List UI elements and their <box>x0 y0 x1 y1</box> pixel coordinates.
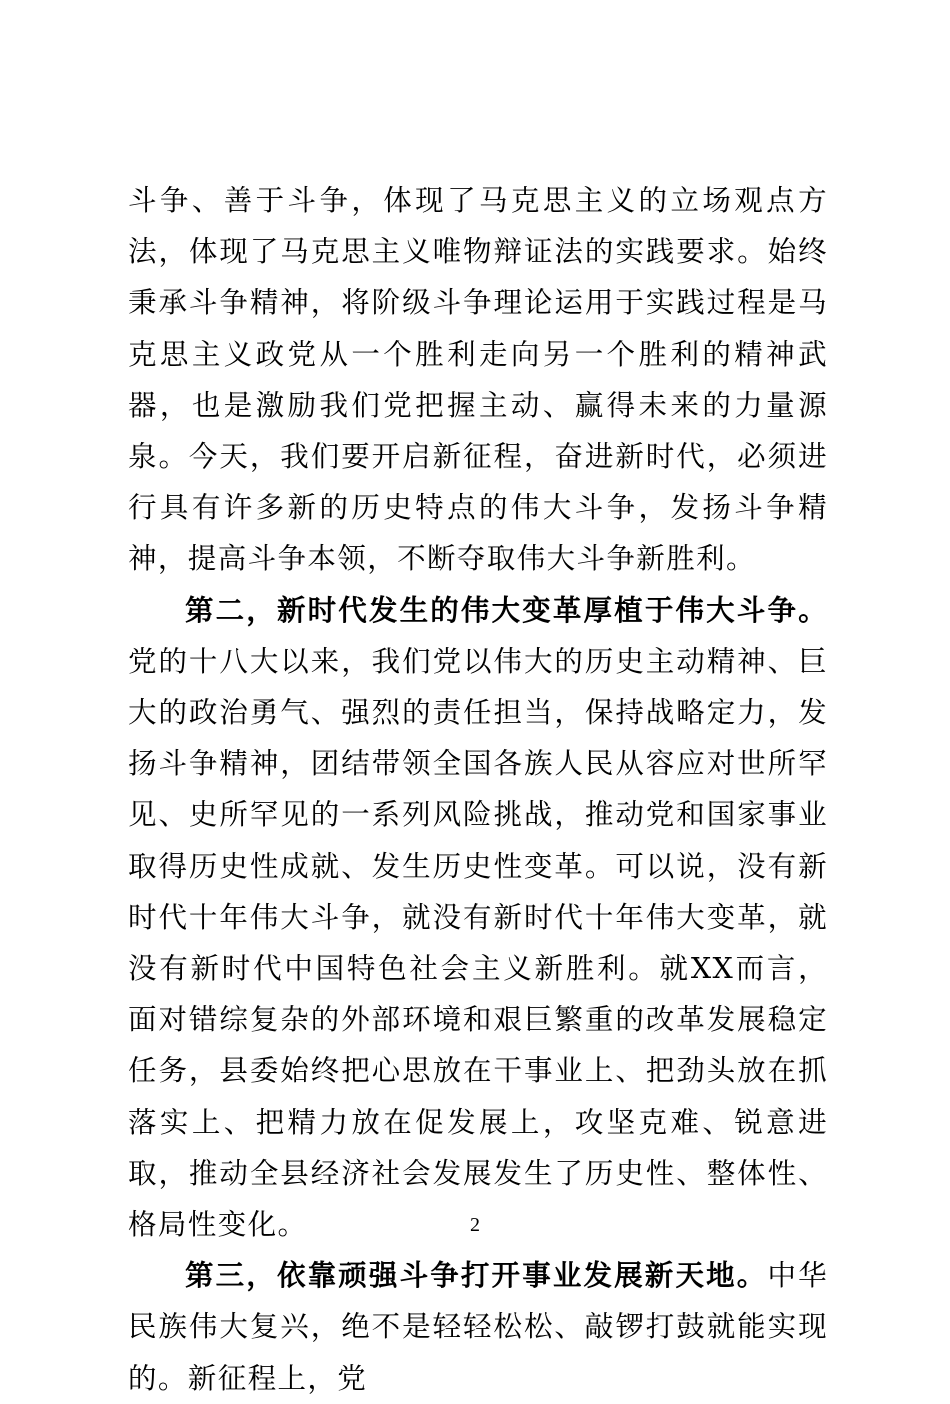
paragraph-lead-heading: 第三，依靠顽强斗争打开事业发展新天地。 <box>185 1258 768 1293</box>
paragraph-third <box>128 1250 828 1404</box>
page-number: 2 <box>470 1214 480 1236</box>
paragraph-lead-heading: 第二，新时代发生的伟大变革厚植于伟大斗争。 <box>185 592 828 627</box>
paragraph-continuation <box>128 175 828 585</box>
paragraph-text: 党的十八大以来，我们党以伟大的历史主动精神、巨大的政治勇气、强烈的责任担当，保持战略定力，发扬斗争精神，团结带领全国各族人民从容应对世所罕见、史所罕见的一系列风险挑战，推动党和国家事业取得历史性成就、发生历史性变革。可以说，没有新时代十年伟大斗争，就没有新时代十年伟大变革，就没有新时代中国特色社会主义新胜利。就XX而言，面对错综复杂的外部环境和艰巨繁重的改革发展稳定任务，县委始终把心思放在干事业上、把劲头放在抓落实上、把精力放在促发展上，攻坚克难、锐意进取，推动全县经济社会发展发生了历史性、整体性、格局性变化。 <box>128 644 828 1242</box>
paragraph-text: 中华民族伟大复兴，绝不是轻轻松松、敲锣打鼓就能实现的。新征程上，党 <box>128 1259 828 1395</box>
paragraph-text: 斗争、善于斗争，体现了马克思主义的立场观点方法，体现了马克思主义唯物辩证法的实践要求。始终秉承斗争精神，将阶级斗争理论运用于实践过程是马克思主义政党从一个胜利走向另一个胜利的精神武器，也是激励我们党把握主动、赢得未来的力量源泉。今天，我们要开启新征程，奋进新时代，必须进行具有许多新的历史特点的伟大斗争，发扬斗争精神，提高斗争本领，不断夺取伟大斗争新胜利。 <box>128 184 828 576</box>
paragraph-second <box>128 585 828 1251</box>
